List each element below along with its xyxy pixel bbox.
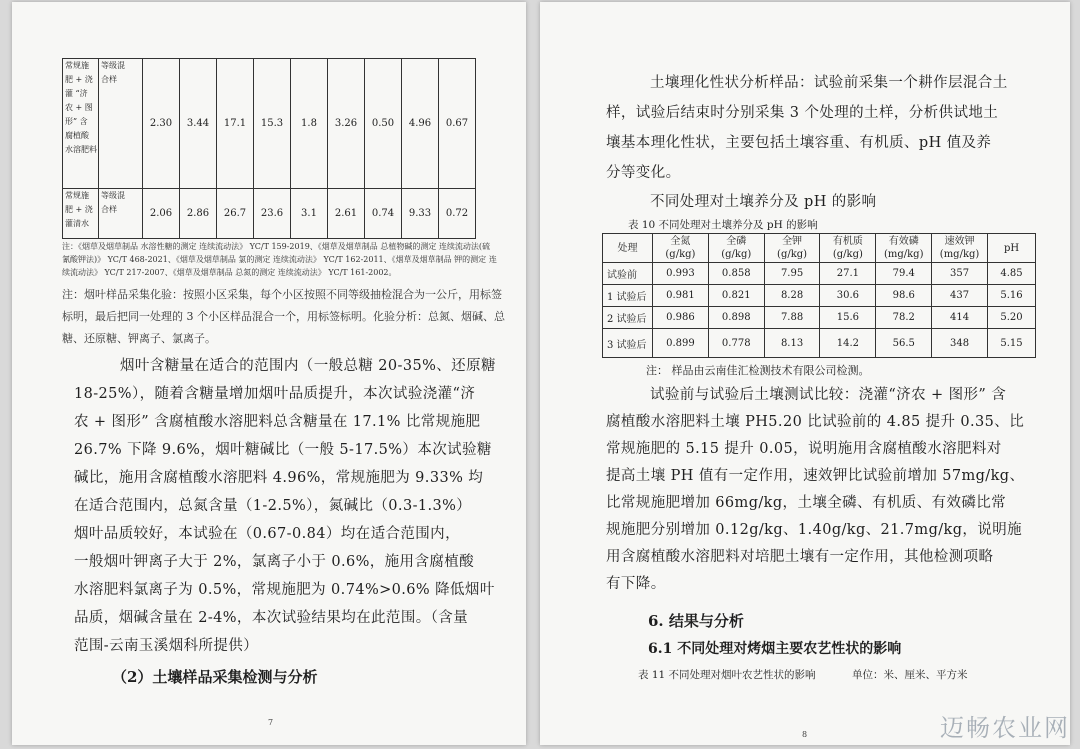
table-cell: 78.2 [876, 307, 932, 329]
section-heading-soil: （2）土壤样品采集检测与分析 [112, 668, 318, 686]
table-cell: 79.4 [876, 263, 932, 285]
header-line: (mg/kg) [939, 249, 980, 260]
header-line: (g/kg) [832, 249, 863, 260]
table-cell: 7.95 [764, 263, 820, 285]
section-6-1-heading: 6.1 不同处理对烤烟主要农艺性状的影响 [648, 641, 902, 657]
table-cell: 1.8 [291, 59, 328, 189]
page-number-left: 7 [268, 718, 274, 727]
body-line: 提高土壤 PH 值有一定作用，速效钾比试验前增加 57mg/kg、 [606, 468, 1025, 484]
body-line: 26.7% 下降 9.6%，烟叶糖碱比（一般 5-17.5%）本次试验糖 [74, 442, 492, 458]
table-row [603, 329, 1036, 358]
body-line: 烟叶含糖量在适合的范围内（一般总糖 20-35%、还原糖 [120, 358, 496, 374]
table-cell: 0.50 [365, 59, 402, 189]
treatment-label-line: 常规施 [65, 191, 89, 200]
table-cell: 0.986 [653, 307, 709, 329]
body-line: 壤基本理化性状，主要包括土壤容重、有机质、pH 值及养 [606, 135, 992, 151]
header-line: 全钾 [782, 236, 803, 247]
body-line: 有下降。 [606, 576, 666, 592]
left-page [12, 2, 526, 745]
header-line: pH [1003, 242, 1020, 254]
header-line: (g/kg) [665, 249, 696, 260]
table-cell: 3.1 [291, 189, 328, 239]
header-line: 全氮 [670, 236, 691, 247]
body-line: 烟叶品质较好，本试验在（0.67-0.84）均在适合范围内， [74, 526, 460, 542]
table-row [63, 59, 476, 189]
page-number-right: 8 [802, 730, 808, 739]
table-cell: 0.981 [653, 285, 709, 307]
header-line: 有效磷 [888, 236, 919, 247]
table-cell: 348 [932, 329, 988, 358]
soil-subtitle: 不同处理对土壤养分及 pH 的影响 [650, 194, 877, 210]
table-cell: 437 [932, 285, 988, 307]
table-cell: 17.1 [217, 59, 254, 189]
row-label-cell: 2 试验后 [603, 307, 653, 329]
table-cell: 14.2 [820, 329, 876, 358]
soil-intro-paragraph [606, 68, 1046, 188]
table-cell: 15.3 [254, 59, 291, 189]
body-line: 水溶肥料氯离子为 0.5%，常规施肥为 0.74%>0.6% 降低烟叶 [74, 582, 495, 598]
header-line: (mg/kg) [883, 249, 924, 260]
table-cell: 56.5 [876, 329, 932, 358]
sampling-note-line: 糖、还原糖、钾离子、氯离子。 [62, 332, 216, 345]
table-header-cell [988, 234, 1036, 263]
treatment-cell [63, 59, 99, 189]
table-cell: 0.74 [365, 189, 402, 239]
body-line: 试验前与试验后土壤测试比较：浇灌“济农 + 图形” 含 [650, 387, 1007, 403]
table-cell: 0.858 [708, 263, 764, 285]
body-line: 在适合范围内，总氮含量（1-2.5%），氮碱比（0.3-1.3%） [74, 498, 472, 514]
tobacco-quality-table [62, 58, 476, 239]
table-row [603, 285, 1036, 307]
body-line: 范围-云南玉溪烟科所提供） [74, 638, 259, 654]
table-cell: 0.993 [653, 263, 709, 285]
table-cell: 8.28 [764, 285, 820, 307]
table-cell: 5.20 [988, 307, 1036, 329]
treatment-cell [63, 189, 99, 239]
grade-cell [99, 189, 143, 239]
soil-nutrient-table [602, 233, 1036, 358]
left-body-paragraph [74, 352, 519, 660]
table-cell: 5.15 [988, 329, 1036, 358]
treatment-label-line: 形” 含 [65, 117, 88, 126]
table-row [63, 189, 476, 239]
table-cell: 7.88 [764, 307, 820, 329]
table-header-cell [820, 234, 876, 263]
right-page [540, 2, 1070, 745]
table-cell: 26.7 [217, 189, 254, 239]
body-line: 一般烟叶钾离子大于 2%，氯离子小于 0.6%，施用含腐植酸 [74, 554, 475, 570]
header-line: 全磷 [726, 236, 747, 247]
treatment-label-line: 肥 + 浇 [65, 205, 93, 214]
table10-caption: 表 10 不同处理对土壤养分及 pH 的影响 [628, 219, 818, 231]
table-cell: 27.1 [820, 263, 876, 285]
grade-label-line: 等级混 [101, 61, 125, 70]
header-line: (g/kg) [721, 249, 752, 260]
table-cell: 0.898 [708, 307, 764, 329]
body-line: 土壤理化性状分析样品：试验前采集一个耕作层混合土 [650, 75, 1008, 91]
table-cell: 5.16 [988, 285, 1036, 307]
standards-line: 续流动法》 YC/T 217-2007、《烟草及烟草制品 总氮的测定 连续流动法》 YC/T 161-2002。 [62, 268, 397, 277]
header-line: 处理 [617, 242, 638, 254]
table11-caption: 表 11 不同处理对烟叶农艺性状的影响 [638, 669, 816, 681]
body-line: 规施肥分别增加 0.12g/kg、1.40g/kg、21.7mg/kg，说明施 [606, 522, 1023, 538]
treatment-label-line: 灌清水 [65, 219, 89, 228]
treatment-label-line: 常规施 [65, 61, 89, 70]
row-label-cell: 1 试验后 [603, 285, 653, 307]
table-row [603, 263, 1036, 285]
table-cell: 9.33 [402, 189, 439, 239]
table-cell: 4.85 [988, 263, 1036, 285]
grade-label-line: 合样 [101, 75, 117, 84]
grade-label-line: 等级混 [101, 191, 125, 200]
table-row [603, 307, 1036, 329]
table-cell: 23.6 [254, 189, 291, 239]
table-cell: 15.6 [820, 307, 876, 329]
body-line: 用含腐植酸水溶肥料对培肥土壤有一定作用，其他检测项略 [606, 549, 994, 565]
table-cell: 8.13 [764, 329, 820, 358]
header-line: (g/kg) [777, 249, 808, 260]
row-label-cell: 3 试验后 [603, 329, 653, 358]
standards-line: 氰酸钾法)》 YC/T 468-2021、《烟草及烟草制品 氯的测定 连续流动法》 YC/T 162-2011、《烟草及烟草制品 钾的测定 连 [62, 255, 497, 264]
grade-cell [99, 59, 143, 189]
table-cell: 0.778 [708, 329, 764, 358]
table-header-cell [932, 234, 988, 263]
body-line: 样，试验后结束时分别采集 3 个处理的土样，分析供试地土 [606, 105, 999, 121]
body-line: 腐植酸水溶肥料土壤 PH5.20 比试验前的 4.85 提升 0.35、比 [606, 414, 1025, 430]
body-line: 常规施肥的 5.15 提升 0.05，说明施用含腐植酸水溶肥料对 [606, 441, 1002, 457]
table-header-cell [653, 234, 709, 263]
table-cell: 2.06 [143, 189, 180, 239]
watermark-logo: 迈畅农业网 [940, 714, 1070, 742]
treatment-label-line: 腐植酸 [65, 131, 89, 140]
table-cell: 30.6 [820, 285, 876, 307]
body-line: 碱比，施用含腐植酸水溶肥料 4.96%，常规施肥为 9.33% 均 [74, 470, 484, 486]
body-line: 分等变化。 [606, 165, 681, 181]
header-line: 有机质 [832, 236, 863, 247]
soil-comparison-paragraph [606, 382, 1051, 598]
table-cell: 0.72 [439, 189, 476, 239]
table-cell: 4.96 [402, 59, 439, 189]
sampling-note [62, 284, 512, 350]
sampling-note-line: 标明，最后把同一处理的 3 个小区样品混合一个，用标签标明。化验分析：总氮、烟碱、总 [62, 310, 505, 323]
section-6-heading: 6. 结果与分析 [648, 612, 744, 630]
treatment-label-line: 农 + 图 [65, 103, 93, 112]
body-line: 品质，烟碱含量在 2-4%，本次试验结果均在此范围。（含量 [74, 610, 469, 626]
table-header-row [603, 234, 1036, 263]
table-cell: 98.6 [876, 285, 932, 307]
body-line: 18-25%），随着含糖量增加烟叶品质提升，本次试验浇灌“济 [74, 386, 476, 402]
table10-note: 注： 样品由云南佳汇检测技术有限公司检测。 [646, 364, 870, 377]
table-cell: 414 [932, 307, 988, 329]
table-header-cell [764, 234, 820, 263]
standards-note [62, 240, 512, 279]
treatment-label-line: 肥 + 浇 [65, 75, 93, 84]
table-cell: 0.821 [708, 285, 764, 307]
treatment-label-line: 水溶肥料 [65, 145, 97, 154]
standards-line: 注：《烟草及烟草制品 水溶性糖的测定 连续流动法》 YC/T 159-2019、《烟草及烟草制品 总植物碱的测定 连续流动法(硫 [62, 242, 490, 251]
grade-label-line: 合样 [101, 205, 117, 214]
table-cell: 3.26 [328, 59, 365, 189]
table-header-cell [708, 234, 764, 263]
table-header-cell [603, 234, 653, 263]
body-line: 农 + 图形” 含腐植酸水溶肥料总含糖量在 17.1% 比常规施肥 [74, 414, 481, 430]
row-label-cell: 试验前 [603, 263, 653, 285]
header-line: 速效钾 [944, 236, 975, 247]
body-line: 比常规施肥增加 66mg/kg，土壤全磷、有机质、有效磷比常 [606, 495, 1007, 511]
table-header-cell [876, 234, 932, 263]
sampling-note-line: 注：烟叶样品采集化验：按照小区采集，每个小区按照不同等级抽检混合为一公斤，用标签 [62, 288, 502, 301]
table-cell: 0.67 [439, 59, 476, 189]
table-cell: 3.44 [180, 59, 217, 189]
table-cell: 2.30 [143, 59, 180, 189]
table-cell: 357 [932, 263, 988, 285]
table-cell: 2.61 [328, 189, 365, 239]
table-cell: 2.86 [180, 189, 217, 239]
table11-units: 单位：米、厘米、平方米 [852, 669, 968, 681]
treatment-label-line: 灌 “济 [65, 89, 88, 98]
table-cell: 0.899 [653, 329, 709, 358]
